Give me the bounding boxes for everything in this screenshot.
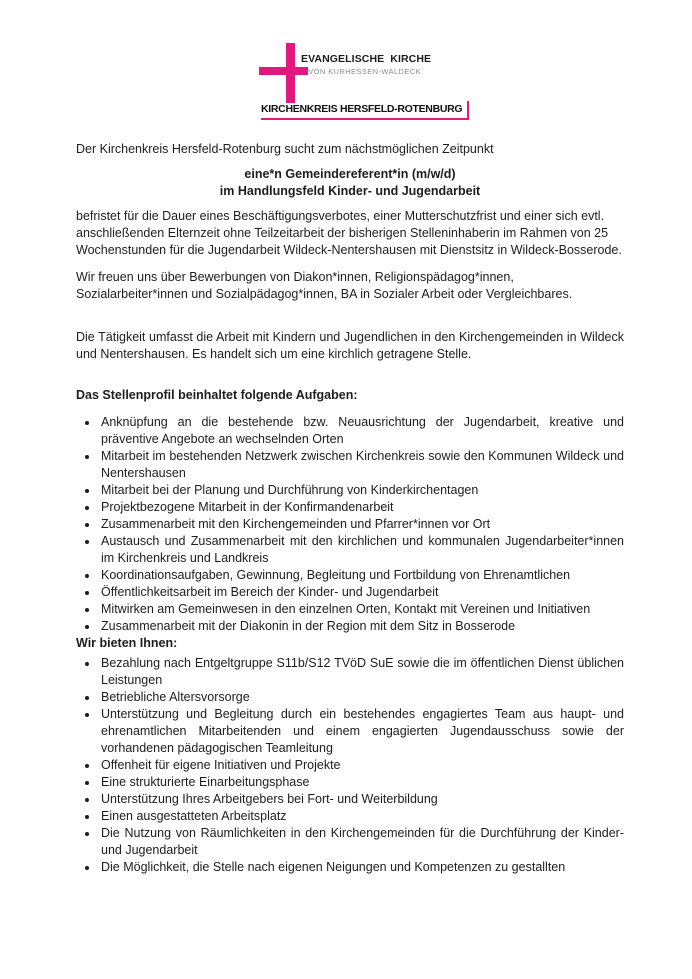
letterhead bbox=[0, 0, 692, 141]
list-item: • Mitarbeit im bestehenden Netzwerk zwischen Kirchenkreis sowie den Kommunen Wildeck und Nentershausen bbox=[99, 448, 624, 482]
list-item: • Anknüpfung an die bestehende bzw. Neuausrichtung der Jugendarbeit, kreative und präventive Angebote an wechselnden Orten bbox=[99, 414, 624, 448]
logo bbox=[301, 53, 432, 76]
logo-name-right: KIRCHE bbox=[390, 53, 432, 65]
district-banner: KIRCHENKREIS HERSFELD-ROTENBURG bbox=[261, 101, 469, 120]
job-title-line2: im Handlungsfeld Kinder- und Jugendarbeit bbox=[219, 184, 481, 198]
logo-subtitle: VON KURHESSEN-WALDECK bbox=[308, 67, 421, 76]
list-item: • Austausch und Zusammenarbeit mit den kirchlichen und kommunalen Jugendarbeiter*innen im Kirchenkreis und Landkreis bbox=[99, 533, 624, 567]
list-item: • Die Möglichkeit, die Stelle nach eigenen Neigungen und Kompetenzen zu gestallten bbox=[99, 859, 624, 876]
list-item: • Offenheit für eigene Initiativen und Projekte bbox=[99, 757, 624, 774]
list-item: • Projektbezogene Mitarbeit in der Konfirmandenarbeit bbox=[99, 499, 624, 516]
logo-wordmark bbox=[301, 53, 432, 65]
logo-name-left: EVANGELISCHE bbox=[301, 53, 385, 65]
list-item: • Die Nutzung von Räumlichkeiten in den Kirchengemeinden für die Durchführung der Kinder- und Jugendarbeit bbox=[99, 825, 624, 859]
list-item: • Mitwirken am Gemeinwesen in den einzelnen Orten, Kontakt mit Vereinen und Initiativen bbox=[99, 601, 624, 618]
list-item: • Zusammenarbeit mit der Diakonin in der Region mit dem Sitz in Bosserode bbox=[99, 618, 624, 635]
list-item: • Zusammenarbeit mit den Kirchengemeinden und Pfarrer*innen vor Ort bbox=[99, 516, 624, 533]
offer-section-heading: Wir bieten Ihnen: bbox=[76, 636, 178, 650]
paragraph-applicants: Wir freuen uns über Bewerbungen von Diakon*innen, Religionspädagog*innen, Sozialarbeiter*innen und Sozialpädagog*innen, BA in Sozialer Arbeit oder Vergleichbares. bbox=[76, 270, 573, 301]
list-item: • Unterstützung und Begleitung durch ein bestehendes engagiertes Team aus haupt- und ehrenamtlichen Mitarbeitenden und einem engagierten Jugendausschuss sowie der vorhandenen pädagogischen Teamleitung bbox=[99, 706, 624, 757]
list-item: • Betriebliche Altersvorsorge bbox=[99, 689, 624, 706]
list-item: • Mitarbeit bei der Planung und Durchführung von Kinderkirchentagen bbox=[99, 482, 624, 499]
profile-task-list bbox=[76, 414, 624, 635]
paragraph-employment-terms: befristet für die Dauer eines Beschäftigungsverbotes, einer Mutterschutzfrist und einer sich evtl. anschließenden Elternzeit ohne Teilzeitarbeit der bisherigen Stelleninhaberin im Rahmen von 25 Wochenstunden für die Jugendarbeit Wildeck-Nentershausen mit Dienstsitz in Wildeck-Bosserode. bbox=[76, 209, 622, 257]
list-item: • Einen ausgestatteten Arbeitsplatz bbox=[99, 808, 624, 825]
paragraph-activity: Die Tätigkeit umfasst die Arbeit mit Kindern und Jugendlichen in den Kirchengemeinden in Wildeck und Nentershausen. Es handelt sich um eine kirchlich getragene Stelle. bbox=[76, 330, 624, 361]
intro-paragraph: Der Kirchenkreis Hersfeld-Rotenburg sucht zum nächstmöglichen Zeitpunkt bbox=[76, 142, 494, 156]
list-item: • Öffentlichkeitsarbeit im Bereich der Kinder- und Jugendarbeit bbox=[99, 584, 624, 601]
list-item: • Bezahlung nach Entgeltgruppe S11b/S12 TVöD SuE sowie die im öffentlichen Dienst üblichen Leistungen bbox=[99, 655, 624, 689]
list-item: • Eine strukturierte Einarbeitungsphase bbox=[99, 774, 624, 791]
document-body bbox=[76, 141, 624, 876]
list-item: • Unterstützung Ihres Arbeitgebers bei Fort- und Weiterbildung bbox=[99, 791, 624, 808]
profile-section-heading: Das Stellenprofil beinhaltet folgende Aufgaben: bbox=[76, 388, 358, 402]
job-title-line1: eine*n Gemeindereferent*in (m/w/d) bbox=[244, 167, 456, 181]
offer-benefit-list bbox=[76, 655, 624, 876]
job-title bbox=[76, 166, 624, 200]
list-item: • Koordinationsaufgaben, Gewinnung, Begleitung und Fortbildung von Ehrenamtlichen bbox=[99, 567, 624, 584]
